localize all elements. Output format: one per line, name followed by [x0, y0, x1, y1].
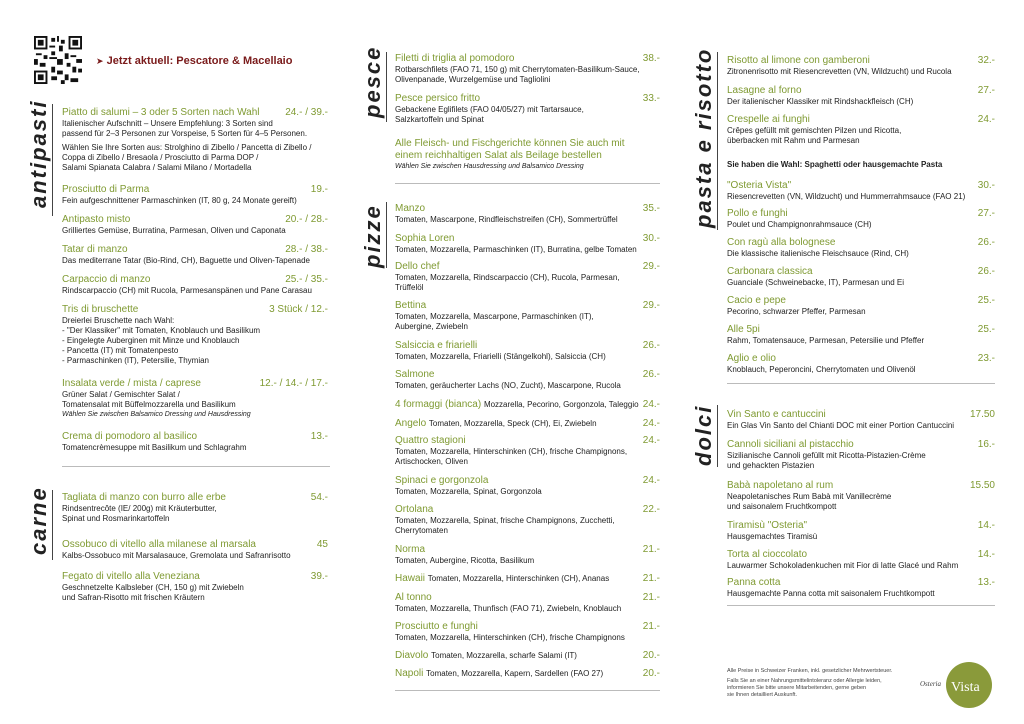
menu-item-description: Aubergine, Zwiebeln: [395, 322, 468, 331]
menu-item: [62, 431, 328, 453]
menu-item-name: Cannoli siciliani al pistacchio: [727, 439, 854, 450]
section-label-antipasti: antipasti: [26, 99, 51, 208]
menu-item-price: 15.50: [969, 480, 995, 491]
menu-item-price: 13.-: [977, 577, 995, 588]
menu-item-name: Insalata verde / mista / caprese: [62, 378, 201, 389]
salad-note-hint: Wählen Sie zwischen Hausdressing und Balsamico Dressing: [395, 163, 584, 170]
menu-item-description: Rindsentrecôte (IE/ 200g) mit Kräuterbutter,: [62, 504, 217, 513]
menu-item-description: Tomaten, Mozzarella, Spinat, frische Champignons, Zucchetti,: [395, 516, 615, 525]
menu-item-price: 54.-: [310, 492, 328, 503]
menu-item-description: Tomaten, Mozzarella, Rindscarpaccio (CH), Rucola, Parmesan,: [395, 273, 620, 282]
menu-item-price: 26.-: [977, 237, 995, 248]
menu-item-price: 26.-: [642, 369, 660, 380]
menu-item-name: Prosciutto di Parma: [62, 184, 150, 195]
menu-item-name: Ossobuco di vitello alla milanese al marsala: [62, 539, 256, 550]
menu-item-price: 24.-: [642, 435, 660, 446]
menu-item-price: 21.-: [642, 544, 660, 555]
menu-item: [727, 520, 995, 542]
menu-item-description: Grilliertes Gemüse, Burratina, Parmesan, Oliven und Caponata: [62, 226, 286, 235]
menu-item-name: Diavolo Tomaten, Mozzarella, scharfe Salami (IT): [395, 650, 577, 661]
qr-code-icon: [34, 36, 82, 84]
menu-item-description: Hausgemachtes Tiramisù: [727, 532, 818, 541]
menu-item: [62, 214, 328, 236]
menu-item-name: Quattro stagioni: [395, 435, 466, 446]
section-label-pizze: pizze: [360, 204, 385, 268]
menu-item: [727, 266, 995, 288]
menu-item-description: Lauwarmer Schokoladenkuchen mit Fior di latte Glacé und Rahm: [727, 561, 959, 570]
menu-item-name: Tiramisù "Osteria": [727, 520, 808, 531]
menu-item-price: 17.50: [969, 409, 995, 420]
divider-pasta: [717, 52, 718, 230]
menu-item: [727, 439, 995, 471]
menu-item-price: 27.-: [977, 208, 995, 219]
menu-item-name: Crespelle ai funghi: [727, 114, 810, 125]
menu-item-description: Tomaten, Mozzarella, Parmaschinken (IT), Burratina, gelbe Tomaten: [395, 245, 637, 254]
menu-item-name: Vin Santo e cantuccini: [727, 409, 826, 420]
menu-item-name: Pesce persico fritto: [395, 93, 481, 104]
menu-item-description: Spinat und Rosmarinkartoffeln: [62, 514, 170, 523]
menu-item-price: 21.-: [642, 621, 660, 632]
menu-item: [727, 180, 995, 202]
menu-item-name: Pollo e funghi: [727, 208, 788, 219]
divider-dolci: [717, 405, 718, 467]
menu-item-description: passend für 2–3 Personen zur Vorspeise, 5 Sorten für 4–5 Personen.: [62, 129, 308, 138]
menu-item-description: Pecorino, schwarzer Pfeffer, Parmesan: [727, 307, 866, 316]
menu-item: [395, 544, 660, 566]
menu-item-price: 19.-: [310, 184, 328, 195]
salad-note-line: einem reichhaltigen Salat als Beilage bestellen: [395, 150, 602, 161]
menu-item-name: Sophia Loren: [395, 233, 455, 244]
menu-item: [62, 274, 328, 296]
menu-item: [727, 237, 995, 259]
menu-item-price: 27.-: [977, 85, 995, 96]
menu-item: [727, 295, 995, 317]
menu-item-name: Torta al cioccolato: [727, 549, 808, 560]
section-label-carne: carne: [26, 486, 51, 555]
menu-item-name: Cacio e pepe: [727, 295, 786, 306]
menu-item-price: 26.-: [642, 340, 660, 351]
menu-item-name: Alle 5pi: [727, 324, 760, 335]
menu-item-description: Salami Spianata Calabra / Salami Milano / Mortadella: [62, 163, 252, 172]
menu-item-description: Tomaten, Mozzarella, Hinterschinken (CH), frische Champignons,: [395, 447, 628, 456]
menu-item: [727, 85, 995, 107]
menu-item-name: Ortolana: [395, 504, 434, 515]
menu-item-price: 14.-: [977, 520, 995, 531]
footer-line: informieren Sie bitte unsere Mitarbeitenden, gerne geben: [727, 685, 867, 691]
menu-item-price: 25.-: [977, 295, 995, 306]
menu-item-price: 39.-: [310, 571, 328, 582]
menu-item-price: 38.-: [642, 53, 660, 64]
menu-item-price: 30.-: [642, 233, 660, 244]
menu-item-description: Fein aufgeschnittener Parmaschinken (IT, 80 g, 24 Monate gereift): [62, 196, 297, 205]
menu-item-price: 20.-: [642, 668, 660, 679]
menu-item: [62, 107, 328, 173]
section-separator: [395, 183, 660, 184]
menu-item-description: Riesencrevetten (VN, Wildzucht) und Hummerrahmsauce (FAO 21): [727, 192, 966, 201]
menu-item-description: Gebackene Eglifilets (FAO 04/05/27) mit Tartarsauce,: [395, 105, 584, 114]
menu-item-description: Tomaten, Aubergine, Ricotta, Basilikum: [395, 556, 535, 565]
menu-item: [62, 304, 328, 366]
menu-item-description: Hausgemachte Panna cotta mit saisonalem Fruchtkompott: [727, 589, 935, 598]
menu-item-description: Neapoletanisches Rum Babà mit Vanillecrème: [727, 492, 892, 501]
menu-item: [727, 480, 995, 512]
menu-item-price: 14.-: [977, 549, 995, 560]
pasta-choice-note: Sie haben die Wahl: Spaghetti oder hausgemachte Pasta: [727, 160, 943, 169]
menu-item: [62, 571, 328, 603]
menu-item-name: Fegato di vitello alla Veneziana: [62, 571, 200, 582]
menu-item-description: - Pancetta (IT) mit Tomatenpesto: [62, 346, 179, 355]
menu-item-price: 24.-: [642, 418, 660, 429]
divider-carne: [52, 490, 53, 560]
salad-note-line: Alle Fleisch- und Fischgerichte können Sie auch mit: [395, 138, 625, 149]
menu-item-description: - Eingelegte Auberginen mit Minze und Knoblauch: [62, 336, 240, 345]
menu-item: [727, 55, 995, 77]
menu-item: [62, 492, 328, 524]
menu-item-description: Tomatencrèmesuppe mit Basilikum und Schlagrahm: [62, 443, 247, 452]
menu-item-name: Tatar di manzo: [62, 244, 128, 255]
footer-note: [727, 668, 927, 699]
menu-item-description: Tomaten, Mozzarella, Mascarpone, Parmaschinken (IT),: [395, 312, 594, 321]
menu-item-description: Sizilianische Cannoli gefüllt mit Ricotta-Pistazien-Crème: [727, 451, 926, 460]
menu-item: [395, 93, 660, 125]
menu-item-name: Con ragù alla bolognese: [727, 237, 836, 248]
divider-pesce: [386, 52, 387, 122]
menu-item-name: Tagliata di manzo con burro alle erbe: [62, 492, 226, 503]
menu-item: [395, 475, 660, 497]
footer-line: Alle Preise in Schweizer Franken, inkl. gesetzlicher Mehrwertsteuer.: [727, 668, 893, 674]
menu-item-price: 23.-: [977, 353, 995, 364]
menu-item-name: 4 formaggi (bianca) Mozzarella, Pecorino, Gorgonzola, Taleggio: [395, 399, 639, 410]
menu-item-name: Salmone: [395, 369, 435, 380]
menu-item: [395, 418, 660, 430]
menu-item-price: 32.-: [977, 55, 995, 66]
menu-item: [727, 409, 995, 431]
menu-item-description: Poulet und Champignonrahmsauce (CH): [727, 220, 872, 229]
menu-item-name: Antipasto misto: [62, 214, 131, 225]
menu-item-price: 45: [316, 539, 328, 550]
menu-item-name: Carpaccio di manzo: [62, 274, 151, 285]
menu-item: [395, 650, 660, 662]
menu-item-description: Die klassische italienische Fleischsauce (Rind, CH): [727, 249, 909, 258]
menu-item-price: 24.-: [642, 399, 660, 410]
menu-item-name: Al tonno: [395, 592, 432, 603]
menu-item: [395, 504, 660, 536]
menu-item-inline-desc: Tomaten, Mozzarella, scharfe Salami (IT): [431, 651, 577, 660]
menu-item: [395, 573, 660, 585]
menu-item: [395, 300, 660, 332]
menu-item: [727, 549, 995, 571]
section-separator: [62, 466, 330, 467]
menu-item-price: 3 Stück / 12.-: [269, 304, 328, 315]
section-label-pesce: pesce: [360, 45, 385, 118]
menu-item-name: Dello chef: [395, 261, 440, 272]
menu-item-name: Panna cotta: [727, 577, 781, 588]
menu-item-name: Bettina: [395, 300, 427, 311]
logo-word: Vista: [951, 680, 980, 695]
menu-item-description: Tomaten, Mozzarella, Hinterschinken (CH), frische Champignons: [395, 633, 625, 642]
menu-item-description: und Safran-Risotto mit frischen Kräutern: [62, 593, 205, 602]
menu-item-name: Norma: [395, 544, 426, 555]
menu-item-price: 28.- / 38.-: [285, 244, 328, 255]
menu-item: [727, 353, 995, 375]
menu-item-description: Rahm, Tomatensauce, Parmesan, Petersilie und Pfeffer: [727, 336, 925, 345]
menu-item: [395, 399, 660, 411]
menu-item-description: Zitronenrisotto mit Riesencrevetten (VN, Wildzucht) und Rucola: [727, 67, 952, 76]
menu-item-price: 25.- / 35.-: [285, 274, 328, 285]
menu-item-description: Der italienischer Klassiker mit Rindshackfleisch (CH): [727, 97, 914, 106]
menu-item-description: Rotbarschfilets (FAO 71, 150 g) mit Cherrytomaten-Basilikum-Sauce,: [395, 65, 640, 74]
menu-item-inline-desc: Tomaten, Mozzarella, Kapern, Sardellen (FAO 27): [426, 669, 604, 678]
menu-item-name: Prosciutto e funghi: [395, 621, 478, 632]
divider-pizze: [386, 202, 387, 268]
menu-item-name: Lasagne al forno: [727, 85, 802, 96]
menu-item-name: Hawaii Tomaten, Mozzarella, Hinterschinken (CH), Ananas: [395, 573, 610, 584]
menu-item-inline-desc: Mozzarella, Pecorino, Gorgonzola, Taleggio: [483, 400, 639, 409]
menu-item-price: 13.-: [310, 431, 328, 442]
menu-item-description: - Parmaschinken (IT), Petersilie, Thymian: [62, 356, 210, 365]
menu-item-price: 30.-: [977, 180, 995, 191]
menu-item-description: und saisonalem Fruchtkompott: [727, 502, 837, 511]
menu-item: [62, 244, 328, 266]
menu-item-name: Salsiccia e friarielli: [395, 340, 478, 351]
salad-note: [395, 138, 660, 172]
section-label-dolci: dolci: [691, 404, 716, 466]
menu-item-name: Tris di bruschette: [62, 304, 139, 315]
menu-item: [395, 592, 660, 614]
menu-item: [62, 539, 328, 561]
menu-item-inline-desc: Tomaten, Mozzarella, Speck (CH), Ei, Zwiebeln: [428, 419, 597, 428]
menu-item-description: Dreierlei Bruschette nach Wahl:: [62, 316, 175, 325]
menu-item-description: überbacken mit Rahm und Parmesan: [727, 136, 860, 145]
menu-item-description: und gehackten Pistazien: [727, 461, 815, 470]
menu-item: [727, 324, 995, 346]
menu-item-name: Napoli Tomaten, Mozzarella, Kapern, Sardellen (FAO 27): [395, 668, 604, 679]
menu-item-description: Das mediterrane Tatar (Bio-Rind, CH), Baguette und Oliven-Tapenade: [62, 256, 310, 265]
menu-item-price: 21.-: [642, 592, 660, 603]
menu-item: [395, 621, 660, 643]
menu-item-description: Kalbs-Ossobuco mit Marsalasauce, Gremolata und Safranrisotto: [62, 551, 291, 560]
menu-item-price: 29.-: [642, 300, 660, 311]
menu-item: [395, 369, 660, 391]
menu-item-price: 21.-: [642, 573, 660, 584]
menu-item-name: Manzo: [395, 203, 426, 214]
menu-item-description: Coppa di Zibello / Bresaola / Prosciutto di Parma DOP /: [62, 153, 259, 162]
menu-item-name: Spinaci e gorgonzola: [395, 475, 489, 486]
menu-item: [395, 53, 660, 85]
menu-item-price: 20.-: [642, 650, 660, 661]
menu-item: [395, 340, 660, 362]
menu-item-price: 25.-: [977, 324, 995, 335]
menu-item: [395, 261, 660, 293]
menu-item: [395, 203, 660, 225]
menu-item-price: 22.-: [642, 504, 660, 515]
divider-antipasti: [52, 104, 53, 216]
menu-item-description: Tomaten, geräucherter Lachs (NO, Zucht), Mascarpone, Rucola: [395, 381, 621, 390]
menu-item-description: Trüffelöl: [395, 283, 424, 292]
menu-item-price: 35.-: [642, 203, 660, 214]
menu-item: [395, 668, 660, 680]
menu-item-note: Wählen Sie zwischen Balsamico Dressing und Hausdressing: [62, 411, 251, 418]
menu-item: [395, 233, 660, 255]
footer-line: sie Ihnen detailliert Auskunft.: [727, 692, 798, 698]
menu-item-description: Tomaten, Mozzarella, Thunfisch (FAO 71), Zwiebeln, Knoblauch: [395, 604, 622, 613]
menu-item-price: 26.-: [977, 266, 995, 277]
footer-line: Falls Sie an einer Nahrungsmittelintoleranz oder Allergie leiden,: [727, 678, 882, 684]
menu-item-price: 24.- / 39.-: [285, 107, 328, 118]
section-label-pasta: pasta e risotto: [691, 47, 716, 228]
menu-item-description: Knoblauch, Peperoncini, Cherrytomaten und Olivenöl: [727, 365, 916, 374]
menu-item-price: 12.- / 14.- / 17.-: [259, 378, 328, 389]
menu-item-description: Cherrytomaten: [395, 526, 448, 535]
menu-item-description: Tomaten, Mozzarella, Friarielli (Stängelkohl), Salsiccia (CH): [395, 352, 606, 361]
menu-item-description: Crêpes gefüllt mit gemischten Pilzen und Ricotta,: [727, 126, 902, 135]
section-separator: [727, 383, 995, 384]
menu-item-price: 24.-: [642, 475, 660, 486]
menu-item-name: Angelo Tomaten, Mozzarella, Speck (CH), Ei, Zwiebeln: [395, 418, 597, 429]
menu-item-price: 33.-: [642, 93, 660, 104]
menu-item-name: Crema di pomodoro al basilico: [62, 431, 198, 442]
menu-item-name: "Osteria Vista": [727, 180, 792, 191]
menu-item-description: Artischocken, Oliven: [395, 457, 468, 466]
menu-item-description: Geschnetzelte Kalbsleber (CH, 150 g) mit Zwiebeln: [62, 583, 244, 592]
menu-item-description: - "Der Klassiker" mit Tomaten, Knoblauch und Basilikum: [62, 326, 261, 335]
menu-item: [62, 378, 328, 420]
menu-item-description: Guanciale (Schweinebacke, IT), Parmesan und Ei: [727, 278, 904, 287]
menu-item-price: 20.- / 28.-: [285, 214, 328, 225]
menu-item-name: Babà napoletano al rum: [727, 480, 834, 491]
menu-item-price: 24.-: [977, 114, 995, 125]
menu-item-description: Grüner Salat / Gemischter Salat /: [62, 390, 180, 399]
menu-item-description: Ein Glas Vin Santo del Chianti DOC mit einer Portion Cantuccini: [727, 421, 955, 430]
menu-item-description: Rindscarpaccio (CH) mit Rucola, Parmesanspänen und Pane Carasau: [62, 286, 312, 295]
menu-item-description: Wählen Sie Ihre Sorten aus: Strolghino di Zibello / Pancetta di Zibello /: [62, 143, 312, 152]
menu-item-description: Olivenpanade, Wurzelgemüse und Tagliolini: [395, 75, 551, 84]
menu-item-name: Aglio e olio: [727, 353, 776, 364]
menu-item: [727, 577, 995, 599]
menu-item-description: Salzkartoffeln und Spinat: [395, 115, 484, 124]
news-banner[interactable]: [96, 55, 292, 67]
menu-item-inline-desc: Tomaten, Mozzarella, Hinterschinken (CH), Ananas: [427, 574, 610, 583]
news-label: Jetzt aktuell: Pescatore & Macellaio: [106, 55, 293, 67]
menu-item-name: Filetti di triglia al pomodoro: [395, 53, 515, 64]
menu-item: [727, 208, 995, 230]
menu-item-name: Piatto di salumi – 3 oder 5 Sorten nach Wahl: [62, 107, 260, 118]
menu-item-price: 29.-: [642, 261, 660, 272]
arrow-icon: ➤: [96, 56, 104, 66]
menu-item-description: Tomatensalat mit Büffelmozzarella und Basilikum: [62, 400, 236, 409]
menu-item-description: Tomaten, Mascarpone, Rindfleischstreifen (CH), Sommertrüffel: [395, 215, 618, 224]
menu-item-name: Carbonara classica: [727, 266, 813, 277]
menu-item-description: Tomaten, Mozzarella, Spinat, Gorgonzola: [395, 487, 542, 496]
menu-item: [62, 184, 328, 206]
logo-small-text: Osteria: [920, 680, 941, 688]
menu-item-price: 16.-: [977, 439, 995, 450]
menu-item: [395, 435, 660, 467]
menu-item: [727, 114, 995, 146]
section-separator: [727, 605, 995, 606]
menu-item-description: Italienischer Aufschnitt – Unsere Empfehlung: 3 Sorten sind: [62, 119, 273, 128]
menu-item-name: Risotto al limone con gamberoni: [727, 55, 870, 66]
section-separator: [395, 690, 660, 691]
